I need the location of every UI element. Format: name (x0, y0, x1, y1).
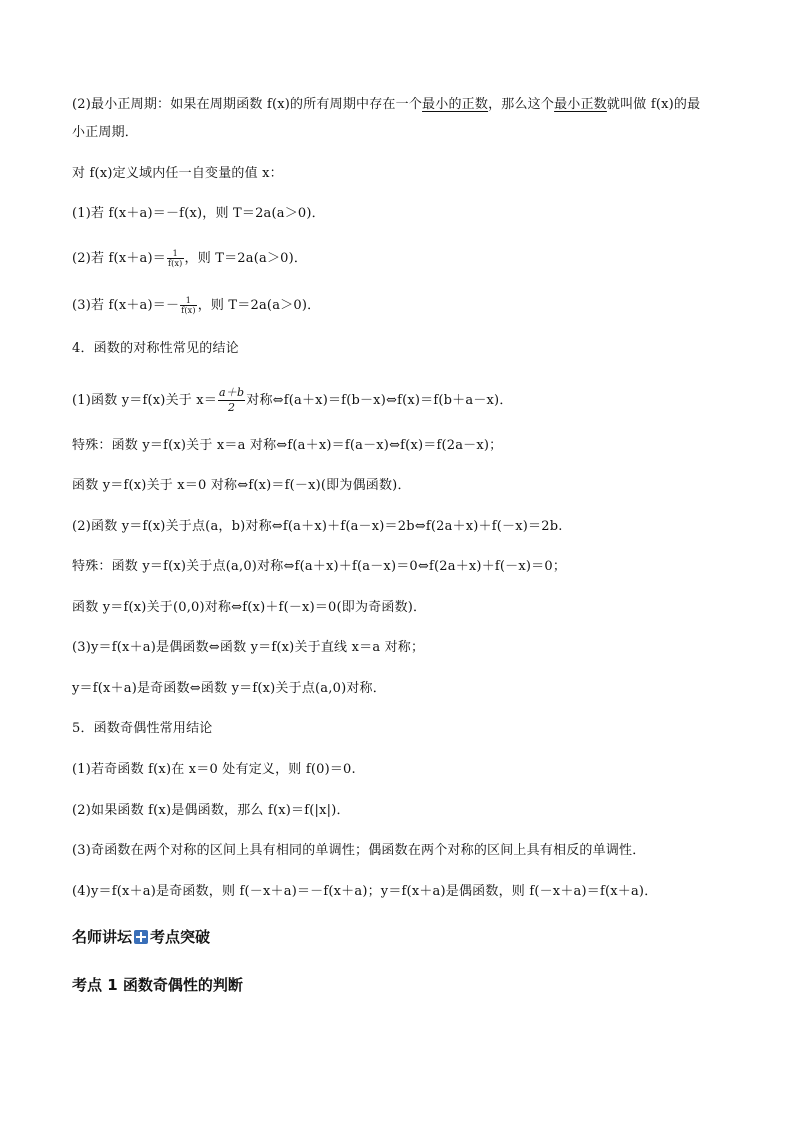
underlined-term: 最小正数 (554, 97, 607, 112)
fraction-numerator: 1 (167, 249, 184, 259)
parity-rule-1 (72, 761, 356, 779)
fraction (218, 386, 245, 415)
text-segment: ，那么这个 (488, 97, 555, 112)
fraction-numerator: a＋b (219, 386, 245, 399)
text-segment: 特殊：函数 y＝f(x)关于点(a,0)对称⇔f(a＋x)＋f(a－x)＝0⇔f(2a＋x)＋f(－x)＝0； (72, 559, 567, 574)
text-segment: (1)函数 y＝f(x)关于 x＝ (72, 393, 218, 408)
text-segment: 对称⇔f(a＋x)＝f(b－x)⇔f(x)＝f(b＋a－x)． (246, 393, 513, 408)
text-segment: (4)y＝f(x＋a)是奇函数，则 f(－x＋a)＝－f(x＋a)；y＝f(x＋a)是偶函数，则 f(－x＋a)＝f(x＋a)． (72, 884, 658, 899)
text-segment: (2)如果函数 f(x)是偶函数，那么 f(x)＝f(|x|)． (72, 803, 350, 818)
text-segment: y＝f(x＋a)是奇函数⇔函数 y＝f(x)关于点(a,0)对称． (72, 681, 386, 696)
text-segment: (3)若 f(x＋a)＝－ (72, 298, 180, 313)
text-segment: (2)函数 y＝f(x)关于点(a，b)对称⇔f(a＋x)＋f(a－x)＝2b⇔f(2a＋x)＋f(－x)＝2b. (72, 519, 563, 534)
text-segment: (3)奇函数在两个对称的区间上具有相同的单调性；偶函数在两个对称的区间上具有相反的单调性． (72, 843, 646, 858)
paragraph-min-period-line2 (72, 124, 138, 142)
topic-title: 考点 1 函数奇偶性的判断 (72, 976, 243, 994)
fraction (180, 296, 197, 315)
text-segment: (3)y＝f(x＋a)是偶函数⇔函数 y＝f(x)关于直线 x＝a 对称； (72, 640, 425, 655)
symmetry-rule-1 (72, 386, 513, 415)
fraction (167, 249, 184, 268)
banner-right-text: 考点突破 (150, 928, 211, 946)
text-segment: (1)若奇函数 f(x)在 x＝0 处有定义，则 f(0)＝0. (72, 762, 356, 777)
symmetry-special-2 (72, 558, 566, 576)
fraction-numerator: 1 (180, 296, 197, 306)
plus-icon (134, 930, 148, 944)
period-rule-3 (72, 296, 320, 315)
section-heading-symmetry (72, 340, 239, 358)
text-segment: (2)最小正周期：如果在周期函数 f(x)的所有周期中存在一个 (72, 97, 423, 112)
text-segment: 小正周期． (72, 125, 139, 140)
symmetry-rule-3 (72, 639, 424, 657)
underlined-term: 最小的正数 (422, 97, 489, 112)
banner-left-text: 名师讲坛 (72, 928, 133, 946)
text-segment: ，则 T＝2a(a＞0)． (184, 251, 308, 266)
symmetry-odd-note (72, 599, 426, 617)
symmetry-even-note (72, 477, 411, 495)
symmetry-rule-2 (72, 518, 563, 536)
section-title: 4．函数的对称性常见的结论 (72, 341, 239, 356)
text-segment: 函数 y＝f(x)关于 x＝0 对称⇔f(x)＝f(－x)(即为偶函数)． (72, 478, 411, 493)
text-segment: ，则 T＝2a(a＞0)． (197, 298, 321, 313)
banner-heading (72, 926, 210, 947)
text-segment: 函数 y＝f(x)关于(0,0)对称⇔f(x)＋f(－x)＝0(即为奇函数)． (72, 600, 427, 615)
text-segment: 对 f(x)定义域内任一自变量的值 x： (72, 166, 283, 181)
text-segment: 特殊：函数 y＝f(x)关于 x＝a 对称⇔f(a＋x)＝f(a－x)⇔f(x)＝f(2a－x)； (72, 438, 503, 453)
fraction-denominator: f(x) (167, 259, 183, 268)
text-segment: (2)若 f(x＋a)＝ (72, 251, 166, 266)
text-segment: 就叫做 f(x)的最 (606, 97, 701, 112)
text-segment: (1)若 f(x＋a)＝－f(x)，则 T＝2a(a＞0)． (72, 206, 325, 221)
parity-rule-2 (72, 802, 350, 820)
symmetry-special-1 (72, 437, 502, 455)
period-rule-1 (72, 205, 325, 223)
paragraph-min-period-line1 (72, 96, 700, 114)
paragraph-domain-note (72, 165, 283, 183)
fraction-denominator: 2 (228, 401, 236, 414)
topic-heading (72, 974, 243, 995)
section-heading-parity (72, 720, 212, 738)
section-title: 5．函数奇偶性常用结论 (72, 721, 213, 736)
parity-rule-3 (72, 842, 645, 860)
period-rule-2 (72, 249, 307, 268)
symmetry-rule-3b (72, 680, 386, 698)
parity-rule-4 (72, 883, 657, 901)
fraction-denominator: f(x) (181, 306, 196, 315)
